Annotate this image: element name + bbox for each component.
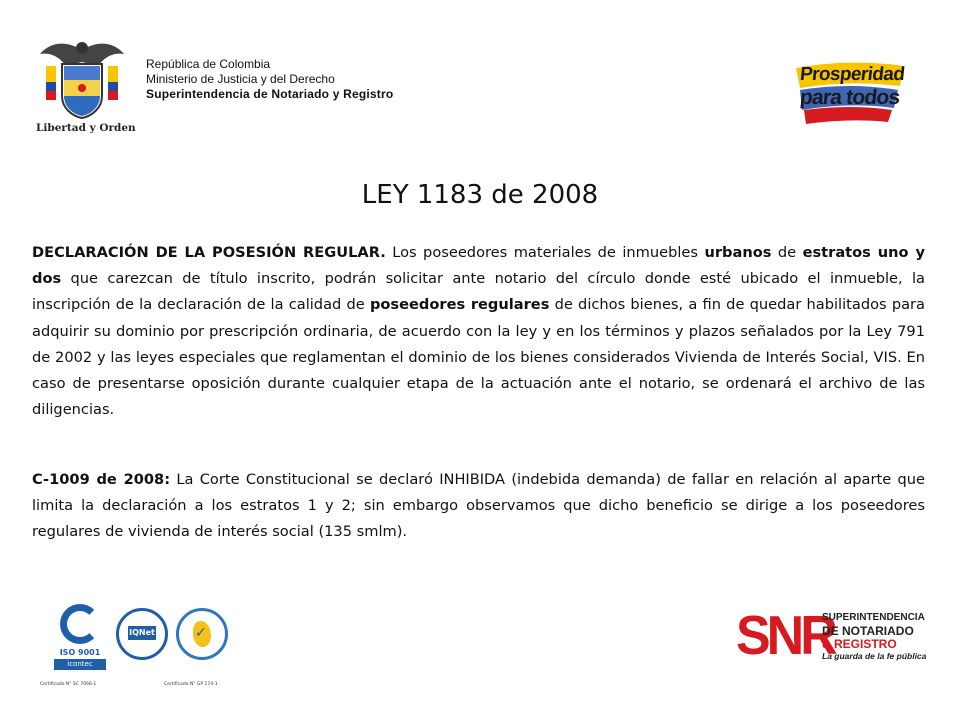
gov-ministry: Ministerio de Justicia y del Derecho	[146, 72, 335, 86]
paragraph-ley-1183	[32, 240, 925, 423]
government-header	[146, 57, 393, 102]
para1-text3: que carezcan de título inscrito, podrán solicitar ante notario del círculo donde esté ubicado el inmueble, la inscripción de la declaración de la calidad de	[32, 270, 925, 314]
para1-bold-poseedores: poseedores regulares	[369, 296, 550, 314]
icontec-iso-seal	[54, 600, 106, 676]
cert-note-1: Certificado N° SC 7066-1	[40, 682, 97, 687]
iqnet-seal	[116, 608, 168, 660]
para1-bold-estratos: estratos uno y dos	[32, 244, 925, 288]
icontec-label: icontec	[54, 659, 106, 670]
para1-text4: de dichos bienes, a fin de quedar habilitados para adquirir su dominio por prescripción ordinaria, de acuerdo con la ley y en los términos y plazos señalados por la Ley 791 de 2002 y las leyes especiales que reglamentan el dominio de los bienes considerados Vivienda de Interés Social, VIS. En caso de presentarse oposición durante cualquier etapa de la actuación ante el notario, se ordenará el archivo de las diligencias.	[32, 296, 925, 419]
check-icon: ✓	[195, 625, 207, 641]
snr-logo	[736, 605, 932, 668]
prosperidad-line1: Prosperidad	[798, 64, 906, 85]
para1-bold-urbanos: urbanos	[704, 244, 772, 261]
certification-seals	[36, 600, 226, 688]
gov-superintendencia: Superintendencia de Notariado y Registro	[146, 87, 394, 101]
para2-lead: C-1009 de 2008:	[32, 471, 171, 488]
coat-motto: Libertad y Orden	[36, 122, 136, 134]
prosperidad-line2: para todos	[798, 86, 901, 109]
gp-seal	[176, 608, 228, 660]
cert-note-2: Certificado N° GP 174-1	[164, 682, 218, 687]
snr-line1: SUPERINTENDENCIA	[822, 612, 925, 623]
iso-label: ISO 9001	[59, 648, 101, 657]
para1-text1: Los poseedores materiales de inmuebles	[385, 244, 705, 261]
icontec-ring-icon	[60, 604, 100, 644]
snr-mark: SNR	[736, 605, 834, 667]
coat-of-arms-logo	[36, 36, 136, 146]
page-title: LEY 1183 de 2008	[361, 180, 599, 210]
snr-line2: DE NOTARIADO	[822, 624, 914, 638]
para2-text: La Corte Constitucional se declaró INHIBIDA (indebida demanda) de fallar en relación al aparte que limita la declaración a los estratos 1 y 2; sin embargo observamos que dicho beneficio se dirige a los poseedores regulares de vivienda de interés social (135 smlm).	[32, 471, 925, 541]
snr-line3: & REGISTRO	[822, 637, 897, 651]
snr-tagline: La guarda de la fe pública	[822, 651, 927, 661]
gov-country: República de Colombia	[146, 57, 271, 71]
iqnet-label: IQNet	[128, 626, 156, 640]
paragraph-c-1009	[32, 467, 925, 546]
para1-text2: de	[771, 244, 803, 261]
para1-lead: DECLARACIÓN DE LA POSESIÓN REGULAR.	[32, 244, 386, 261]
prosperidad-logo	[790, 58, 910, 130]
coat-of-arms-icon	[36, 36, 128, 120]
